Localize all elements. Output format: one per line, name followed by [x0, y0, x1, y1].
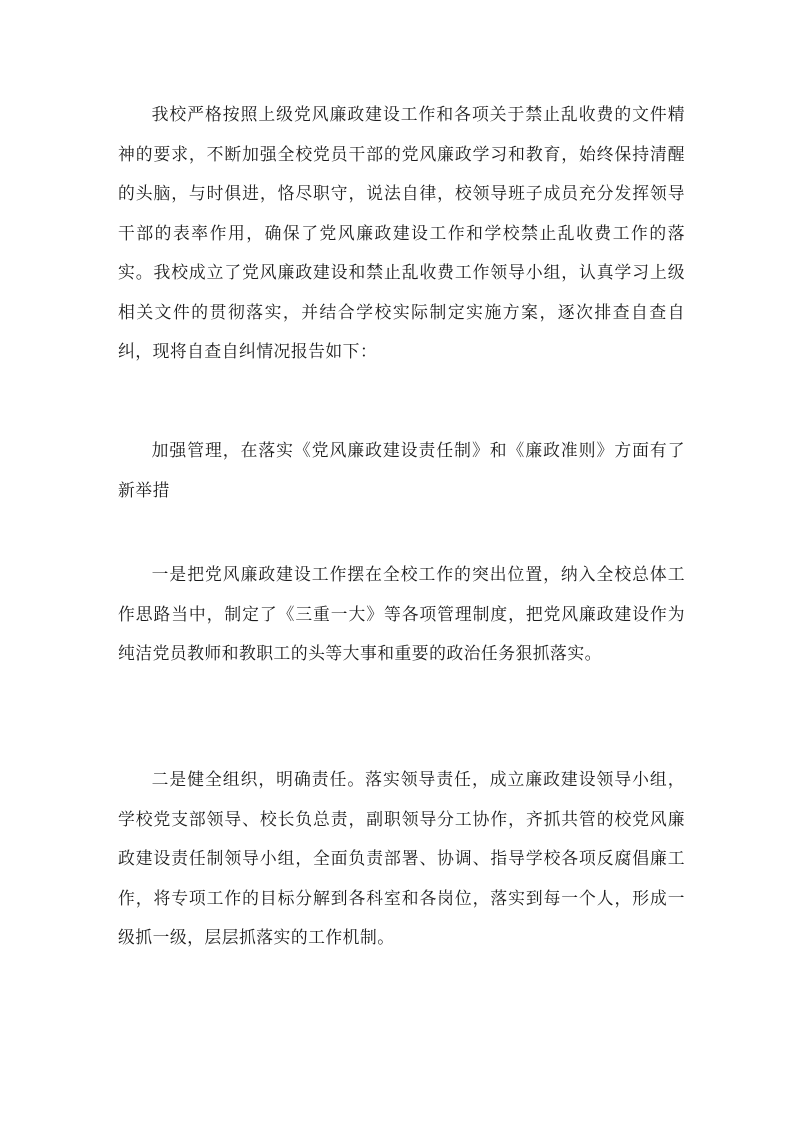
paragraph-point-two: 二是健全组织，明确责任。落实领导责任，成立廉政建设领导小组，学校党支部领导、校长负总责，副职领导分工协作，齐抓共管的校党风廉政建设责任制领导小组，全面负责部署、协调、指导学校各项反腐倡廉工作，将专项工作的目标分解到各科室和各岗位，落实到每一个人，形成一级抓一级，层层抓落实的工作机制。 [118, 769, 685, 947]
paragraph-point-one: 一是把党风廉政建设工作摆在全校工作的突出位置，纳入全校总体工作思路当中，制定了《三重一大》等各项管理制度，把党风廉政建设作为纯洁党员教师和教职工的头等大事和重要的政治任务狠抓落实。 [118, 564, 685, 663]
paragraph-heading-management: 加强管理，在落实《党风廉政建设责任制》和《廉政准则》方面有了新举措 [118, 440, 685, 500]
paragraph-intro: 我校严格按照上级党风廉政建设工作和各项关于禁止乱收费的文件精神的要求，不断加强全校党员干部的党风廉政学习和教育，始终保持清醒的头脑，与时俱进，恪尽职守，说法自律，校领导班子成员充分发挥领导干部的表率作用，确保了党风廉政建设工作和学校禁止乱收费工作的落实。我校成立了党风廉政建设和禁止乱收费工作领导小组，认真学习上级相关文件的贯彻落实，并结合学校实际制定实施方案，逐次排查自查自纠，现将自查自纠情况报告如下： [118, 104, 685, 361]
